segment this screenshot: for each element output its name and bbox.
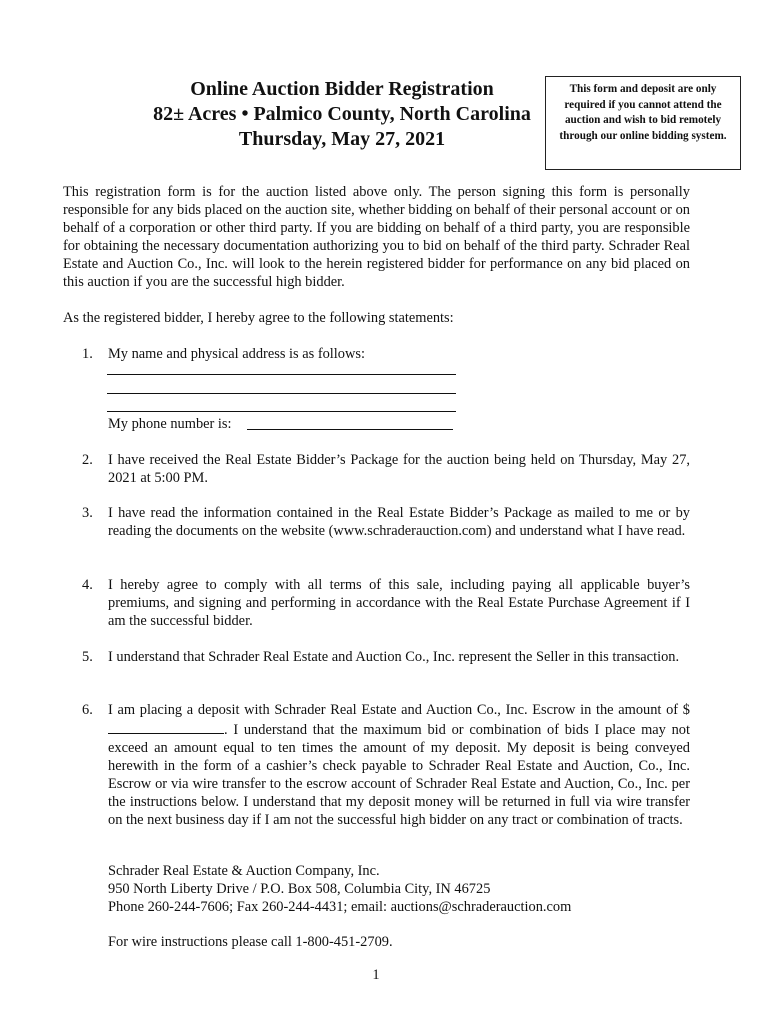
item-number: 5. xyxy=(82,649,93,665)
item-number: 2. xyxy=(82,452,93,468)
phone-number-line[interactable] xyxy=(247,429,453,430)
item-number: 3. xyxy=(82,505,93,521)
company-contact: Phone 260-244-7606; Fax 260-244-4431; email: auctions@schraderauction.com xyxy=(108,899,572,915)
item-number: 4. xyxy=(82,577,93,593)
deposit-text-prefix: I am placing a deposit with Schrader Real Estate and Auction Co., Inc. Escrow in the amount of $ xyxy=(108,702,690,718)
list-item-5 xyxy=(82,648,690,666)
company-name: Schrader Real Estate & Auction Company, Inc. xyxy=(108,863,380,879)
list-item-1 xyxy=(82,345,690,363)
list-item-4 xyxy=(82,576,690,630)
company-address: 950 North Liberty Drive / P.O. Box 508, Columbia City, IN 46725 xyxy=(108,881,491,897)
deposit-amount-field[interactable] xyxy=(108,719,224,734)
form-title: Online Auction Bidder Registration xyxy=(190,78,494,100)
phone-row xyxy=(108,415,708,433)
list-item-2 xyxy=(82,451,690,487)
item-text xyxy=(108,701,690,829)
item-text: I understand that Schrader Real Estate and Auction Co., Inc. represent the Seller in this transaction. xyxy=(108,649,680,665)
deposit-text-suffix: . I understand that the maximum bid or combination of bids I place may not exceed an amount equal to ten times the amount of my deposit. My deposit is being conveyed herewith in the form of a cashier’s check payable to Schrader Real Estate and Auction, Co., Inc. Escrow or via wire transfer to the escrow account of Schrader Real Estate and Auction, Co., Inc. per the instructions below. I understand that my deposit money will be returned in full via wire transfer on the next business day if I am not the successful high bidder on any tract or combination of tracts. xyxy=(108,722,690,828)
wire-instructions-note: For wire instructions please call 1-800-451-2709. xyxy=(108,934,393,950)
page-number: 1 xyxy=(372,967,380,983)
item-text: I hereby agree to comply with all terms of this sale, including paying all applicable buyer’s premiums, and signing and performing in accordance with the Real Estate Purchase Agreement if I am the successful bidder. xyxy=(108,577,690,629)
intro-paragraph: This registration form is for the auction listed above only. The person signing this form is personally responsible for any bids placed on the auction site, whether bidding on behalf of their personal account or on behalf of a corporation or other third party. If you are bidding on behalf of a third party, you are responsible for obtaining the necessary documentation authorizing you to bid on behalf of the third party. Schrader Real Estate and Auction Co., Inc. will look to the herein registered bidder for performance on any bid placed on this auction if you are the successful high bidder. xyxy=(63,184,690,290)
agreement-statement: As the registered bidder, I hereby agree to the following statements: xyxy=(63,310,454,326)
name-address-line-3[interactable] xyxy=(107,411,456,412)
list-item-6 xyxy=(82,701,690,829)
name-address-line-1[interactable] xyxy=(107,374,456,375)
name-address-line-2[interactable] xyxy=(107,393,456,394)
property-subtitle: 82± Acres • Palmico County, North Carolina xyxy=(153,103,531,125)
list-item-3 xyxy=(82,504,690,540)
auction-date: Thursday, May 27, 2021 xyxy=(238,128,446,150)
item-text: My name and physical address is as follows: xyxy=(108,346,365,362)
item-text: I have received the Real Estate Bidder’s Package for the auction being held on Thursday, May 27, 2021 at 5:00 PM. xyxy=(108,452,690,486)
phone-label: My phone number is: xyxy=(108,416,232,432)
item-number: 6. xyxy=(82,702,93,718)
item-text: I have read the information contained in the Real Estate Bidder’s Package as mailed to me or by reading the documents on the website (www.schraderauction.com) and understand what I have read. xyxy=(108,505,690,539)
item-number: 1. xyxy=(82,346,93,362)
remote-bidding-notice: This form and deposit are only required if you cannot attend the auction and wish to bid remotely through our online bidding system. xyxy=(545,76,741,170)
